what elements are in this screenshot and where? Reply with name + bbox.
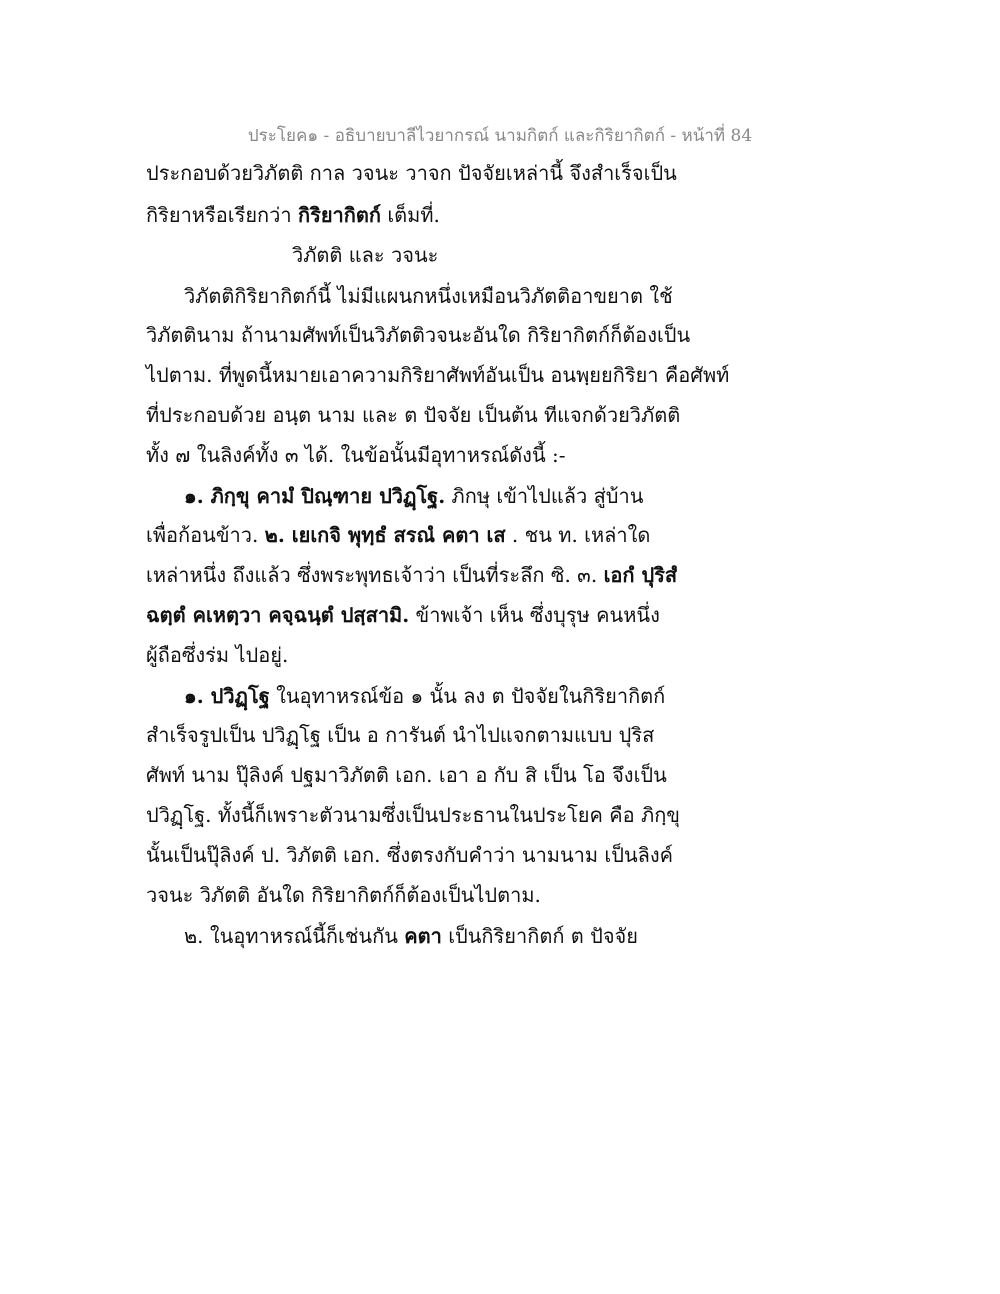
- text-segment: เหล่าหนึ่ง ถึงแล้ว ซึ่งพระพุทธเจ้าว่า เป็นที่ระลึก ซิ. ๓.: [146, 563, 604, 587]
- text-segment: ๒. ในอุทาหรณ์นี้ก็เช่นกัน: [184, 924, 405, 948]
- text-segment: ในอุทาหรณ์ข้อ ๑ นั้น ลง ต ปัจจัยในกิริยากิตก์: [269, 684, 666, 708]
- bold-term: ฉตฺตํ คเหตฺวา คจฺฉนฺตํ ปสฺสามิ.: [146, 603, 410, 627]
- bold-term: กิริยากิตก์: [297, 203, 381, 227]
- bold-term: ๑. ภิกฺขุ คามํ ปิณฺฑาย ปวิฏฺโฐ.: [184, 484, 446, 508]
- text-segment: เป็นกิริยากิตก์ ต ปัจจัย: [441, 924, 638, 948]
- text-line: ทั้ง ๗ ในลิงค์ทั้ง ๓ ได้. ในข้อนั้นมีอุทาหรณ์ดังนี้ :-: [146, 443, 566, 467]
- text-segment: . ชน ท. เหล่าใด: [505, 523, 651, 547]
- text-line: ประกอบด้วยวิภัตติ กาล วจนะ วาจก ปัจจัยเหล่านี้ จึงสำเร็จเป็น: [146, 161, 677, 185]
- text-line: ไปตาม. ที่พูดนี้หมายเอาความกิริยาศัพท์อันเป็น อนพฺยยกิริยา คือศัพท์: [146, 363, 730, 387]
- bold-term: ๑. ปวิฏฺโฐ: [184, 684, 270, 708]
- text-line: [146, 201, 440, 229]
- text-segment: ภิกษุ เข้าไปแล้ว สู่บ้าน: [445, 484, 644, 508]
- bold-term: ๒. เยเกจิ พุทฺธํ สรณํ คตา เส: [264, 523, 506, 547]
- text-line: ผู้ถือซึ่งร่ม ไปอยู่.: [146, 643, 289, 667]
- section-heading: วิภัตติ และ วจนะ: [292, 243, 439, 267]
- text-segment: กิริยาหรือเรียกว่า: [146, 203, 298, 227]
- bold-term: คตา: [404, 924, 442, 948]
- page-header: ประโยค๑ - อธิบายบาลีไวยากรณ์ นามกิตก์ และกิริยากิตก์ - หน้าที่ 84: [247, 126, 753, 146]
- example-line: [184, 482, 643, 510]
- example-line: [146, 601, 660, 629]
- bold-term: เอกํ ปุริสํ: [603, 563, 678, 587]
- text-line: ปวิฏฺโฐ. ทั้งนี้ก็เพราะตัวนามซึ่งเป็นประธานในประโยค คือ ภิกฺขุ: [146, 803, 680, 827]
- text-segment: เพื่อก้อนข้าว.: [146, 523, 265, 547]
- example-line: [146, 561, 677, 589]
- text-segment: เต็มที่.: [380, 203, 440, 227]
- text-segment: ข้าพเจ้า เห็น ซึ่งบุรุษ คนหนึ่ง: [409, 603, 660, 627]
- text-line: นั้นเป็นปุ๊ลิงค์ ป. วิภัตติ เอก. ซึ่งตรงกับคำว่า นามนาม เป็นลิงค์: [146, 843, 674, 867]
- text-line: วจนะ วิภัตติ อันใด กิริยากิตก์ก็ต้องเป็นไปตาม.: [146, 883, 541, 907]
- text-line: วิภัตตินาม ถ้านามศัพท์เป็นวิภัตติวจนะอันใด กิริยากิตก์ก็ต้องเป็น: [146, 323, 691, 347]
- text-line: ศัพท์ นาม ปุ๊ลิงค์ ปฐมาวิภัตติ เอก. เอา อ กับ สิ เป็น โอ จึงเป็น: [146, 763, 667, 787]
- text-line: [184, 922, 638, 950]
- text-line: สำเร็จรูปเป็น ปวิฏฺโฐ เป็น อ การันต์ นำไปแจกตามแบบ ปุริส: [146, 723, 655, 747]
- text-line: ที่ประกอบด้วย อนฺต นาม และ ต ปัจจัย เป็นต้น ทีแจกด้วยวิภัตติ: [146, 403, 681, 427]
- text-line: วิภัตติกิริยากิตก์นี้ ไม่มีแผนกหนึ่งเหมือนวิภัตติอาขยาต ใช้: [184, 284, 673, 308]
- text-line: [184, 682, 665, 710]
- example-line: [146, 521, 650, 549]
